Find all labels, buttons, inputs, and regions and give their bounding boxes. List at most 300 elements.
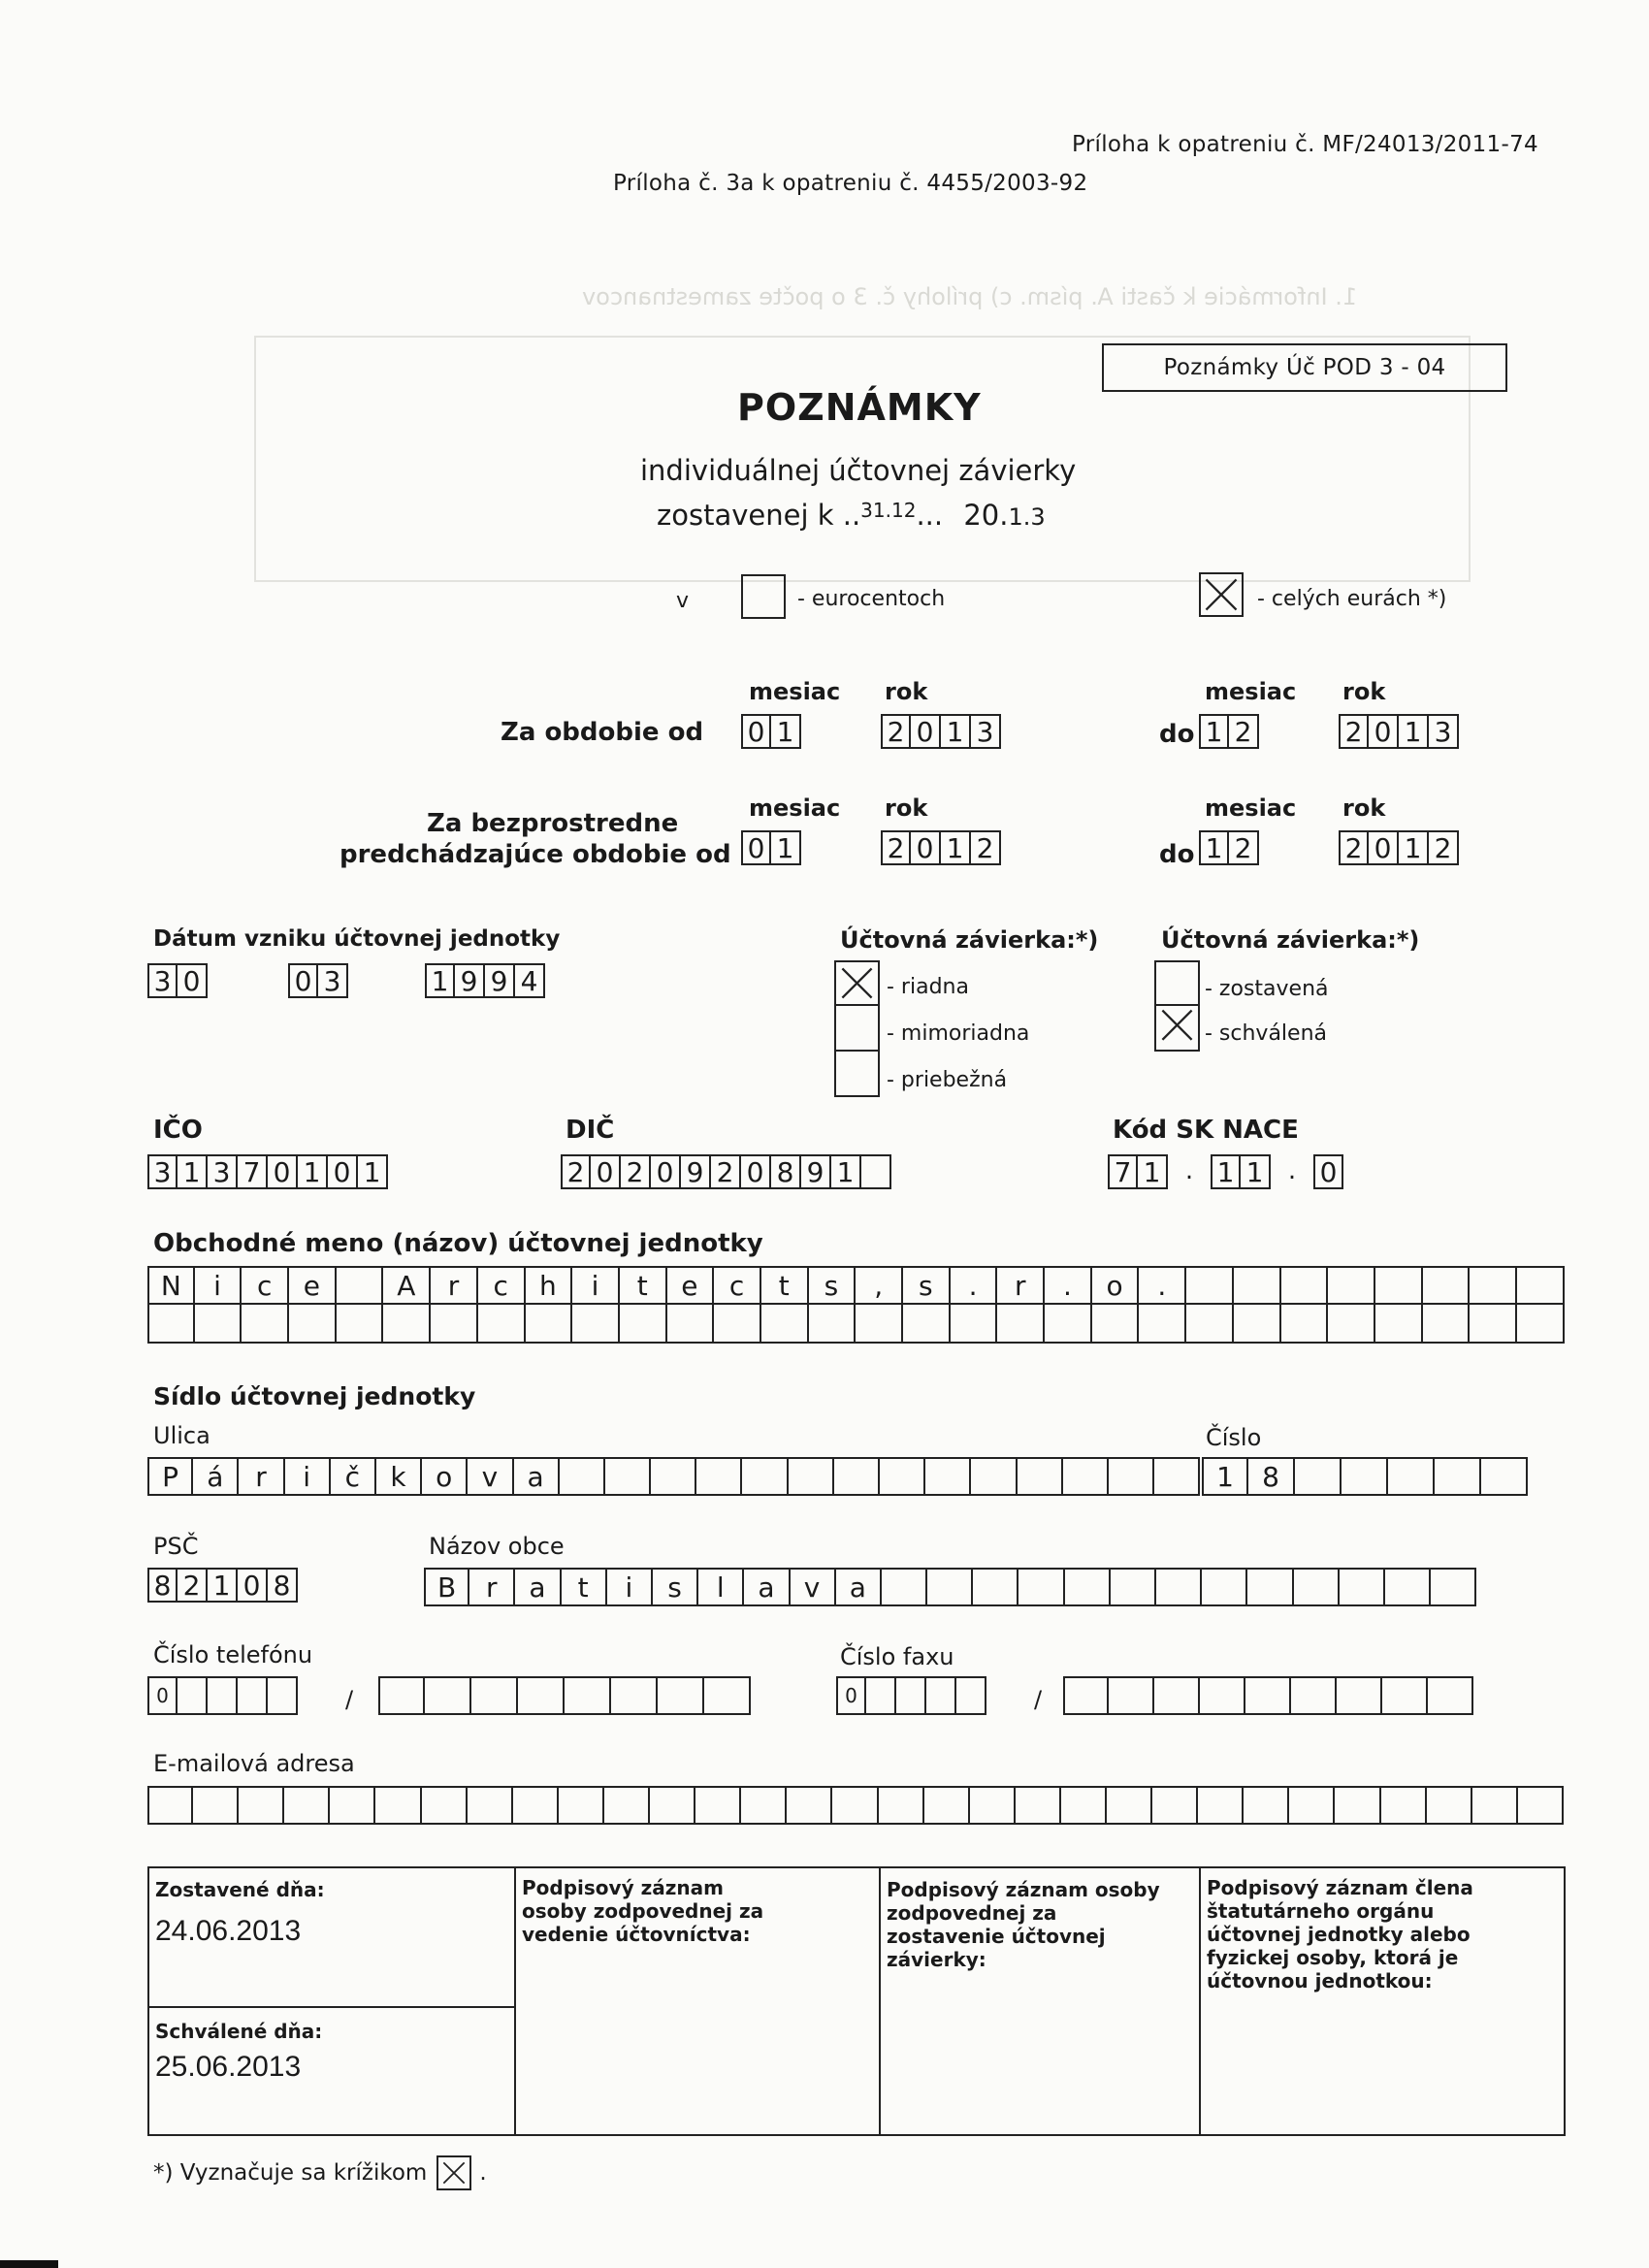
char-cell[interactable] — [1139, 1305, 1186, 1344]
title-line-2-prefix: zostavenej k .. — [657, 499, 861, 532]
footnote-text: *) Vyznačuje sa krížikom — [153, 2160, 428, 2186]
char-cell[interactable]: a — [744, 1568, 790, 1606]
company-name-row-2[interactable] — [147, 1305, 1565, 1344]
year-suffix: 1.3 — [1008, 503, 1046, 531]
char-cell[interactable] — [193, 1786, 239, 1825]
annex-line-1: Príloha k opatreniu č. MF/24013/2011-74 — [1072, 132, 1538, 157]
char-cell[interactable] — [1328, 1266, 1375, 1305]
char-cell[interactable]: 2 — [621, 1154, 651, 1189]
char-cell[interactable] — [330, 1786, 375, 1825]
char-cell[interactable]: 1 — [831, 1154, 861, 1189]
char-cell[interactable]: 1 — [1241, 1154, 1271, 1189]
year-prefix: 20. — [963, 499, 1009, 532]
char-cell[interactable] — [565, 1676, 611, 1715]
approved-label: Schválené dňa: — [155, 2020, 323, 2043]
char-cell[interactable]: 3 — [971, 714, 1001, 749]
char-cell[interactable]: 0 — [741, 714, 771, 749]
char-cell[interactable] — [422, 1786, 468, 1825]
char-cell[interactable] — [268, 1676, 298, 1715]
char-cell[interactable]: 2 — [711, 1154, 741, 1189]
nace-field[interactable] — [1108, 1154, 1343, 1189]
char-cell[interactable]: 1 — [1199, 830, 1229, 865]
char-cell[interactable] — [242, 1305, 289, 1344]
number-field[interactable] — [1202, 1457, 1528, 1496]
char-cell[interactable] — [695, 1786, 741, 1825]
char-cell[interactable]: 3 — [147, 1154, 178, 1189]
char-cell[interactable] — [1375, 1305, 1423, 1344]
char-cell[interactable] — [1385, 1568, 1431, 1606]
char-cell[interactable]: 3 — [147, 963, 178, 998]
char-cell[interactable] — [1381, 1786, 1427, 1825]
char-cell[interactable]: i — [607, 1568, 653, 1606]
check-x-icon — [438, 2157, 469, 2188]
char-cell[interactable]: l — [698, 1568, 744, 1606]
char-cell[interactable] — [1517, 1266, 1565, 1305]
current-to-year[interactable] — [1339, 714, 1459, 749]
interim-checkbox[interactable] — [834, 1052, 880, 1097]
char-cell[interactable]: 2 — [1429, 830, 1459, 865]
phone-label: Číslo telefónu — [153, 1641, 313, 1669]
char-cell[interactable] — [289, 1305, 337, 1344]
ico-field[interactable] — [147, 1154, 388, 1189]
char-cell[interactable] — [147, 1786, 193, 1825]
number-label: Číslo — [1206, 1424, 1262, 1451]
char-cell[interactable] — [650, 1786, 695, 1825]
char-cell[interactable] — [208, 1676, 238, 1715]
char-cell[interactable] — [195, 1305, 242, 1344]
char-cell[interactable]: 1 — [1211, 1154, 1241, 1189]
char-cell[interactable]: 7 — [238, 1154, 268, 1189]
footnote-x-box — [436, 2155, 471, 2190]
char-cell[interactable]: 0 — [1369, 830, 1399, 865]
char-cell[interactable] — [834, 1457, 880, 1496]
char-cell[interactable] — [239, 1786, 284, 1825]
char-cell[interactable]: c — [714, 1266, 761, 1305]
char-cell[interactable]: 0 — [911, 714, 941, 749]
char-cell[interactable] — [880, 1457, 925, 1496]
check-x-icon — [1156, 1006, 1198, 1048]
char-cell[interactable] — [1388, 1457, 1435, 1496]
char-cell[interactable] — [832, 1786, 878, 1825]
char-cell[interactable] — [1018, 1568, 1064, 1606]
char-cell[interactable]: t — [761, 1266, 809, 1305]
char-cell[interactable]: 8 — [771, 1154, 801, 1189]
char-cell[interactable]: 2 — [1339, 830, 1369, 865]
char-cell[interactable] — [1375, 1266, 1423, 1305]
char-cell[interactable] — [861, 1154, 891, 1189]
char-cell[interactable]: s — [903, 1266, 951, 1305]
char-cell[interactable] — [1200, 1676, 1245, 1715]
char-cell[interactable] — [1423, 1305, 1471, 1344]
char-cell[interactable] — [1154, 1676, 1200, 1715]
char-cell[interactable]: 1 — [178, 1154, 208, 1189]
char-cell[interactable] — [560, 1457, 605, 1496]
char-cell[interactable] — [1291, 1676, 1337, 1715]
email-field[interactable] — [147, 1786, 1564, 1825]
char-cell[interactable] — [1186, 1305, 1234, 1344]
char-cell[interactable]: a — [836, 1568, 882, 1606]
statutory-signature-label: Podpisový záznam člena štatutárneho orgánu účtovnej jednotky alebo fyzickej osoby, ktorá je účtovnou jednotkou: — [1207, 1876, 1473, 1993]
char-cell[interactable]: 0 — [147, 1676, 178, 1715]
char-cell[interactable] — [1342, 1457, 1388, 1496]
char-cell[interactable]: 0 — [238, 1568, 268, 1603]
char-cell[interactable] — [761, 1305, 809, 1344]
char-cell[interactable]: 0 — [651, 1154, 681, 1189]
char-cell[interactable]: 1 — [208, 1568, 238, 1603]
char-cell[interactable]: . — [1139, 1266, 1186, 1305]
char-cell[interactable] — [1245, 1676, 1291, 1715]
accountant-signature-cell[interactable] — [514, 1868, 881, 2134]
char-cell[interactable]: 0 — [1313, 1154, 1343, 1189]
char-cell[interactable] — [425, 1676, 471, 1715]
current-period-label: Za obdobie od — [501, 718, 704, 747]
char-cell[interactable]: 2 — [971, 830, 1001, 865]
prepared-cell — [149, 1868, 514, 2008]
char-cell[interactable] — [378, 1676, 425, 1715]
char-cell[interactable]: 1 — [1138, 1154, 1168, 1189]
char-cell[interactable]: 0 — [836, 1676, 866, 1715]
char-cell[interactable] — [970, 1786, 1016, 1825]
char-cell[interactable] — [973, 1568, 1018, 1606]
char-cell[interactable]: 2 — [881, 830, 911, 865]
char-cell[interactable] — [927, 1568, 973, 1606]
char-cell[interactable] — [1382, 1676, 1428, 1715]
char-cell[interactable] — [1423, 1266, 1471, 1305]
char-cell[interactable] — [1186, 1266, 1234, 1305]
prepared-checkbox[interactable] — [1154, 960, 1200, 1006]
char-cell[interactable] — [559, 1786, 604, 1825]
founding-day[interactable] — [147, 963, 208, 998]
char-cell[interactable] — [925, 1457, 971, 1496]
char-cell[interactable]: 8 — [1248, 1457, 1295, 1496]
char-cell[interactable] — [1234, 1266, 1281, 1305]
char-cell[interactable]: 2 — [561, 1154, 591, 1189]
char-cell[interactable]: a — [514, 1457, 560, 1496]
char-cell[interactable]: 7 — [1108, 1154, 1138, 1189]
char-cell[interactable]: 2 — [1339, 714, 1369, 749]
char-cell[interactable] — [383, 1305, 431, 1344]
approved-checkbox[interactable] — [1154, 1006, 1200, 1052]
prev-from-year[interactable] — [881, 830, 1001, 865]
char-cell[interactable] — [1289, 1786, 1335, 1825]
char-cell[interactable]: B — [424, 1568, 469, 1606]
char-cell[interactable]: 0 — [911, 830, 941, 865]
char-cell[interactable] — [620, 1305, 667, 1344]
prev-to-month[interactable] — [1199, 830, 1259, 865]
euro-label: - celých eurách *) — [1257, 587, 1447, 611]
char-cell[interactable]: . — [951, 1266, 998, 1305]
char-cell[interactable] — [1247, 1568, 1293, 1606]
dic-field[interactable] — [561, 1154, 891, 1189]
founding-year[interactable] — [425, 963, 545, 998]
char-cell[interactable] — [903, 1305, 951, 1344]
char-cell[interactable] — [1063, 1676, 1109, 1715]
char-cell[interactable]: k — [376, 1457, 422, 1496]
char-cell[interactable]: . — [1045, 1266, 1092, 1305]
current-from-month[interactable] — [741, 714, 801, 749]
char-cell[interactable] — [238, 1676, 268, 1715]
char-cell[interactable] — [742, 1457, 788, 1496]
char-cell[interactable] — [1018, 1457, 1063, 1496]
char-cell[interactable] — [1295, 1457, 1342, 1496]
char-cell[interactable]: 3 — [208, 1154, 238, 1189]
char-cell[interactable] — [478, 1305, 526, 1344]
char-cell[interactable]: c — [478, 1266, 526, 1305]
char-cell[interactable]: i — [285, 1457, 331, 1496]
char-cell[interactable]: 1 — [941, 714, 971, 749]
char-cell[interactable]: t — [562, 1568, 607, 1606]
char-cell[interactable]: 1 — [425, 963, 455, 998]
char-cell[interactable] — [611, 1676, 658, 1715]
char-cell[interactable]: 0 — [268, 1154, 298, 1189]
city-field[interactable] — [424, 1568, 1476, 1606]
char-cell[interactable]: c — [242, 1266, 289, 1305]
char-cell[interactable] — [1294, 1568, 1340, 1606]
prev-from-month[interactable] — [741, 830, 801, 865]
char-cell[interactable]: 0 — [288, 963, 318, 998]
char-cell[interactable]: v — [468, 1457, 513, 1496]
char-cell[interactable]: 1 — [941, 830, 971, 865]
char-cell[interactable]: 1 — [771, 830, 801, 865]
char-cell[interactable]: , — [856, 1266, 903, 1305]
char-cell[interactable]: s — [653, 1568, 698, 1606]
fax-slash: / — [1034, 1686, 1043, 1713]
char-cell[interactable] — [971, 1457, 1017, 1496]
char-cell[interactable] — [1198, 1786, 1244, 1825]
char-cell[interactable] — [809, 1305, 857, 1344]
char-cell[interactable] — [704, 1676, 751, 1715]
char-cell[interactable]: 2 — [881, 714, 911, 749]
char-cell[interactable]: N — [147, 1266, 195, 1305]
char-cell[interactable] — [1016, 1786, 1061, 1825]
show-through-text: 1. Informácie k časti A. písm. c) prílohy č. 3 o počte zamestnancov — [582, 283, 1358, 310]
char-cell[interactable] — [471, 1676, 518, 1715]
char-cell[interactable]: r — [469, 1568, 515, 1606]
char-cell[interactable]: 3 — [1429, 714, 1459, 749]
nace-part-b[interactable] — [1211, 1154, 1271, 1189]
char-cell[interactable] — [518, 1676, 565, 1715]
char-cell[interactable] — [147, 1305, 195, 1344]
char-cell[interactable] — [1470, 1266, 1517, 1305]
char-cell[interactable]: 0 — [741, 830, 771, 865]
char-cell[interactable]: 2 — [1229, 714, 1259, 749]
phone-prefix-field[interactable] — [147, 1676, 298, 1715]
char-cell[interactable] — [1045, 1305, 1092, 1344]
statutory-signature-cell[interactable] — [1199, 1868, 1564, 2134]
char-cell[interactable]: 0 — [178, 963, 208, 998]
char-cell[interactable] — [1244, 1786, 1289, 1825]
char-cell[interactable]: 8 — [268, 1568, 298, 1603]
char-cell[interactable] — [787, 1786, 832, 1825]
char-cell[interactable]: č — [331, 1457, 376, 1496]
prepared-date[interactable]: 24.06.2013 — [155, 1915, 302, 1947]
char-cell[interactable] — [572, 1305, 620, 1344]
char-cell[interactable] — [1202, 1568, 1247, 1606]
zip-field[interactable] — [147, 1568, 298, 1603]
prev-month-header: mesiac — [749, 794, 841, 822]
char-cell[interactable]: v — [791, 1568, 836, 1606]
ico-label: IČO — [153, 1116, 203, 1145]
char-cell[interactable] — [1337, 1676, 1382, 1715]
char-cell[interactable] — [1518, 1786, 1564, 1825]
char-cell[interactable]: s — [809, 1266, 857, 1305]
char-cell[interactable] — [1470, 1305, 1517, 1344]
char-cell[interactable]: t — [620, 1266, 667, 1305]
char-cell[interactable] — [696, 1457, 742, 1496]
char-cell[interactable] — [1061, 1786, 1107, 1825]
char-cell[interactable]: A — [383, 1266, 431, 1305]
fax-prefix-field[interactable] — [836, 1676, 986, 1715]
prev-to-year[interactable] — [1339, 830, 1459, 865]
char-cell[interactable]: 0 — [591, 1154, 621, 1189]
char-cell[interactable]: 1 — [1399, 714, 1429, 749]
char-cell[interactable]: á — [193, 1457, 239, 1496]
char-cell[interactable] — [924, 1786, 970, 1825]
char-cell[interactable] — [1063, 1457, 1109, 1496]
char-cell[interactable] — [1435, 1457, 1481, 1496]
char-cell[interactable] — [789, 1457, 834, 1496]
char-cell[interactable]: 4 — [515, 963, 545, 998]
char-cell[interactable]: a — [515, 1568, 561, 1606]
char-cell[interactable]: 3 — [318, 963, 348, 998]
char-cell[interactable]: 0 — [328, 1154, 358, 1189]
char-cell[interactable]: P — [147, 1457, 193, 1496]
char-cell[interactable]: 1 — [771, 714, 801, 749]
street-field[interactable] — [147, 1457, 1200, 1496]
char-cell[interactable] — [1065, 1568, 1111, 1606]
char-cell[interactable] — [1517, 1305, 1565, 1344]
char-cell[interactable] — [879, 1786, 924, 1825]
char-cell[interactable] — [1328, 1305, 1375, 1344]
char-cell[interactable]: e — [667, 1266, 715, 1305]
char-cell[interactable] — [337, 1266, 384, 1305]
char-cell[interactable]: 1 — [358, 1154, 388, 1189]
current-to-month[interactable] — [1199, 714, 1259, 749]
char-cell[interactable]: 0 — [741, 1154, 771, 1189]
char-cell[interactable] — [1481, 1457, 1528, 1496]
char-cell[interactable] — [1156, 1568, 1202, 1606]
char-cell[interactable] — [1281, 1266, 1329, 1305]
char-cell[interactable] — [1335, 1786, 1380, 1825]
title-line-2 — [657, 499, 1046, 532]
char-cell[interactable] — [882, 1568, 927, 1606]
char-cell[interactable]: 9 — [681, 1154, 711, 1189]
char-cell[interactable] — [1154, 1457, 1200, 1496]
char-cell[interactable]: o — [1092, 1266, 1140, 1305]
char-cell[interactable] — [605, 1457, 651, 1496]
char-cell[interactable]: i — [572, 1266, 620, 1305]
char-cell[interactable]: 2 — [1229, 830, 1259, 865]
char-cell[interactable]: 1 — [1399, 830, 1429, 865]
char-cell[interactable] — [866, 1676, 896, 1715]
char-cell[interactable] — [651, 1457, 696, 1496]
char-cell[interactable]: 9 — [485, 963, 515, 998]
regular-checkbox[interactable] — [834, 960, 880, 1006]
char-cell[interactable] — [526, 1305, 573, 1344]
char-cell[interactable]: 9 — [455, 963, 485, 998]
char-cell[interactable]: r — [239, 1457, 284, 1496]
founding-month[interactable] — [288, 963, 348, 998]
char-cell[interactable] — [1428, 1676, 1473, 1715]
char-cell[interactable] — [284, 1786, 330, 1825]
char-cell[interactable]: 1 — [1202, 1457, 1248, 1496]
approved-cell — [149, 2006, 514, 2134]
char-cell[interactable] — [896, 1676, 926, 1715]
phone-number-field[interactable] — [378, 1676, 751, 1715]
char-cell[interactable] — [1152, 1786, 1198, 1825]
char-cell[interactable]: h — [526, 1266, 573, 1305]
char-cell[interactable]: e — [289, 1266, 337, 1305]
char-cell[interactable] — [468, 1786, 513, 1825]
prev-to-label: do — [1159, 840, 1195, 869]
char-cell[interactable] — [604, 1786, 650, 1825]
fax-number-field[interactable] — [1063, 1676, 1473, 1715]
extraordinary-checkbox[interactable] — [834, 1006, 880, 1052]
char-cell[interactable] — [1111, 1568, 1156, 1606]
char-cell[interactable]: 1 — [298, 1154, 328, 1189]
char-cell[interactable] — [1431, 1568, 1476, 1606]
char-cell[interactable] — [1109, 1457, 1154, 1496]
char-cell[interactable] — [997, 1305, 1045, 1344]
char-cell[interactable]: 2 — [178, 1568, 208, 1603]
char-cell[interactable]: r — [431, 1266, 478, 1305]
char-cell[interactable]: o — [422, 1457, 468, 1496]
char-cell[interactable] — [1281, 1305, 1329, 1344]
char-cell[interactable] — [431, 1305, 478, 1344]
signature-table — [147, 1866, 1566, 2136]
char-cell[interactable] — [337, 1305, 384, 1344]
char-cell[interactable] — [1092, 1305, 1140, 1344]
nace-part-a[interactable] — [1108, 1154, 1168, 1189]
company-name-row-1[interactable] — [147, 1266, 1565, 1305]
char-cell[interactable] — [513, 1786, 559, 1825]
approved-date[interactable]: 25.06.2013 — [155, 2051, 302, 2083]
char-cell[interactable] — [926, 1676, 956, 1715]
char-cell[interactable]: i — [195, 1266, 242, 1305]
char-cell[interactable] — [1340, 1568, 1385, 1606]
nace-part-c[interactable] — [1313, 1154, 1343, 1189]
char-cell[interactable] — [956, 1676, 986, 1715]
footnote — [153, 2155, 487, 2190]
preparer-signature-cell[interactable] — [879, 1868, 1201, 2134]
char-cell[interactable]: 8 — [147, 1568, 178, 1603]
current-from-year[interactable] — [881, 714, 1001, 749]
char-cell[interactable] — [951, 1305, 998, 1344]
euro-checkbox[interactable] — [1199, 572, 1244, 617]
char-cell[interactable]: r — [997, 1266, 1045, 1305]
char-cell[interactable] — [1427, 1786, 1472, 1825]
char-cell[interactable] — [658, 1676, 704, 1715]
char-cell[interactable]: 0 — [1369, 714, 1399, 749]
char-cell[interactable] — [375, 1786, 421, 1825]
char-cell[interactable] — [667, 1305, 715, 1344]
char-cell[interactable] — [178, 1676, 208, 1715]
char-cell[interactable] — [741, 1786, 787, 1825]
closing-date: 31.12 — [860, 499, 917, 522]
char-cell[interactable] — [714, 1305, 761, 1344]
char-cell[interactable] — [856, 1305, 903, 1344]
char-cell[interactable] — [1107, 1786, 1152, 1825]
char-cell[interactable] — [1109, 1676, 1154, 1715]
option-regular: - riadna — [887, 975, 969, 999]
char-cell[interactable] — [1472, 1786, 1518, 1825]
char-cell[interactable]: 9 — [801, 1154, 831, 1189]
year-header-to: rok — [1342, 678, 1386, 705]
char-cell[interactable] — [1234, 1305, 1281, 1344]
month-header-to: mesiac — [1205, 678, 1297, 705]
eurocent-checkbox[interactable] — [741, 574, 786, 619]
char-cell[interactable]: 1 — [1199, 714, 1229, 749]
